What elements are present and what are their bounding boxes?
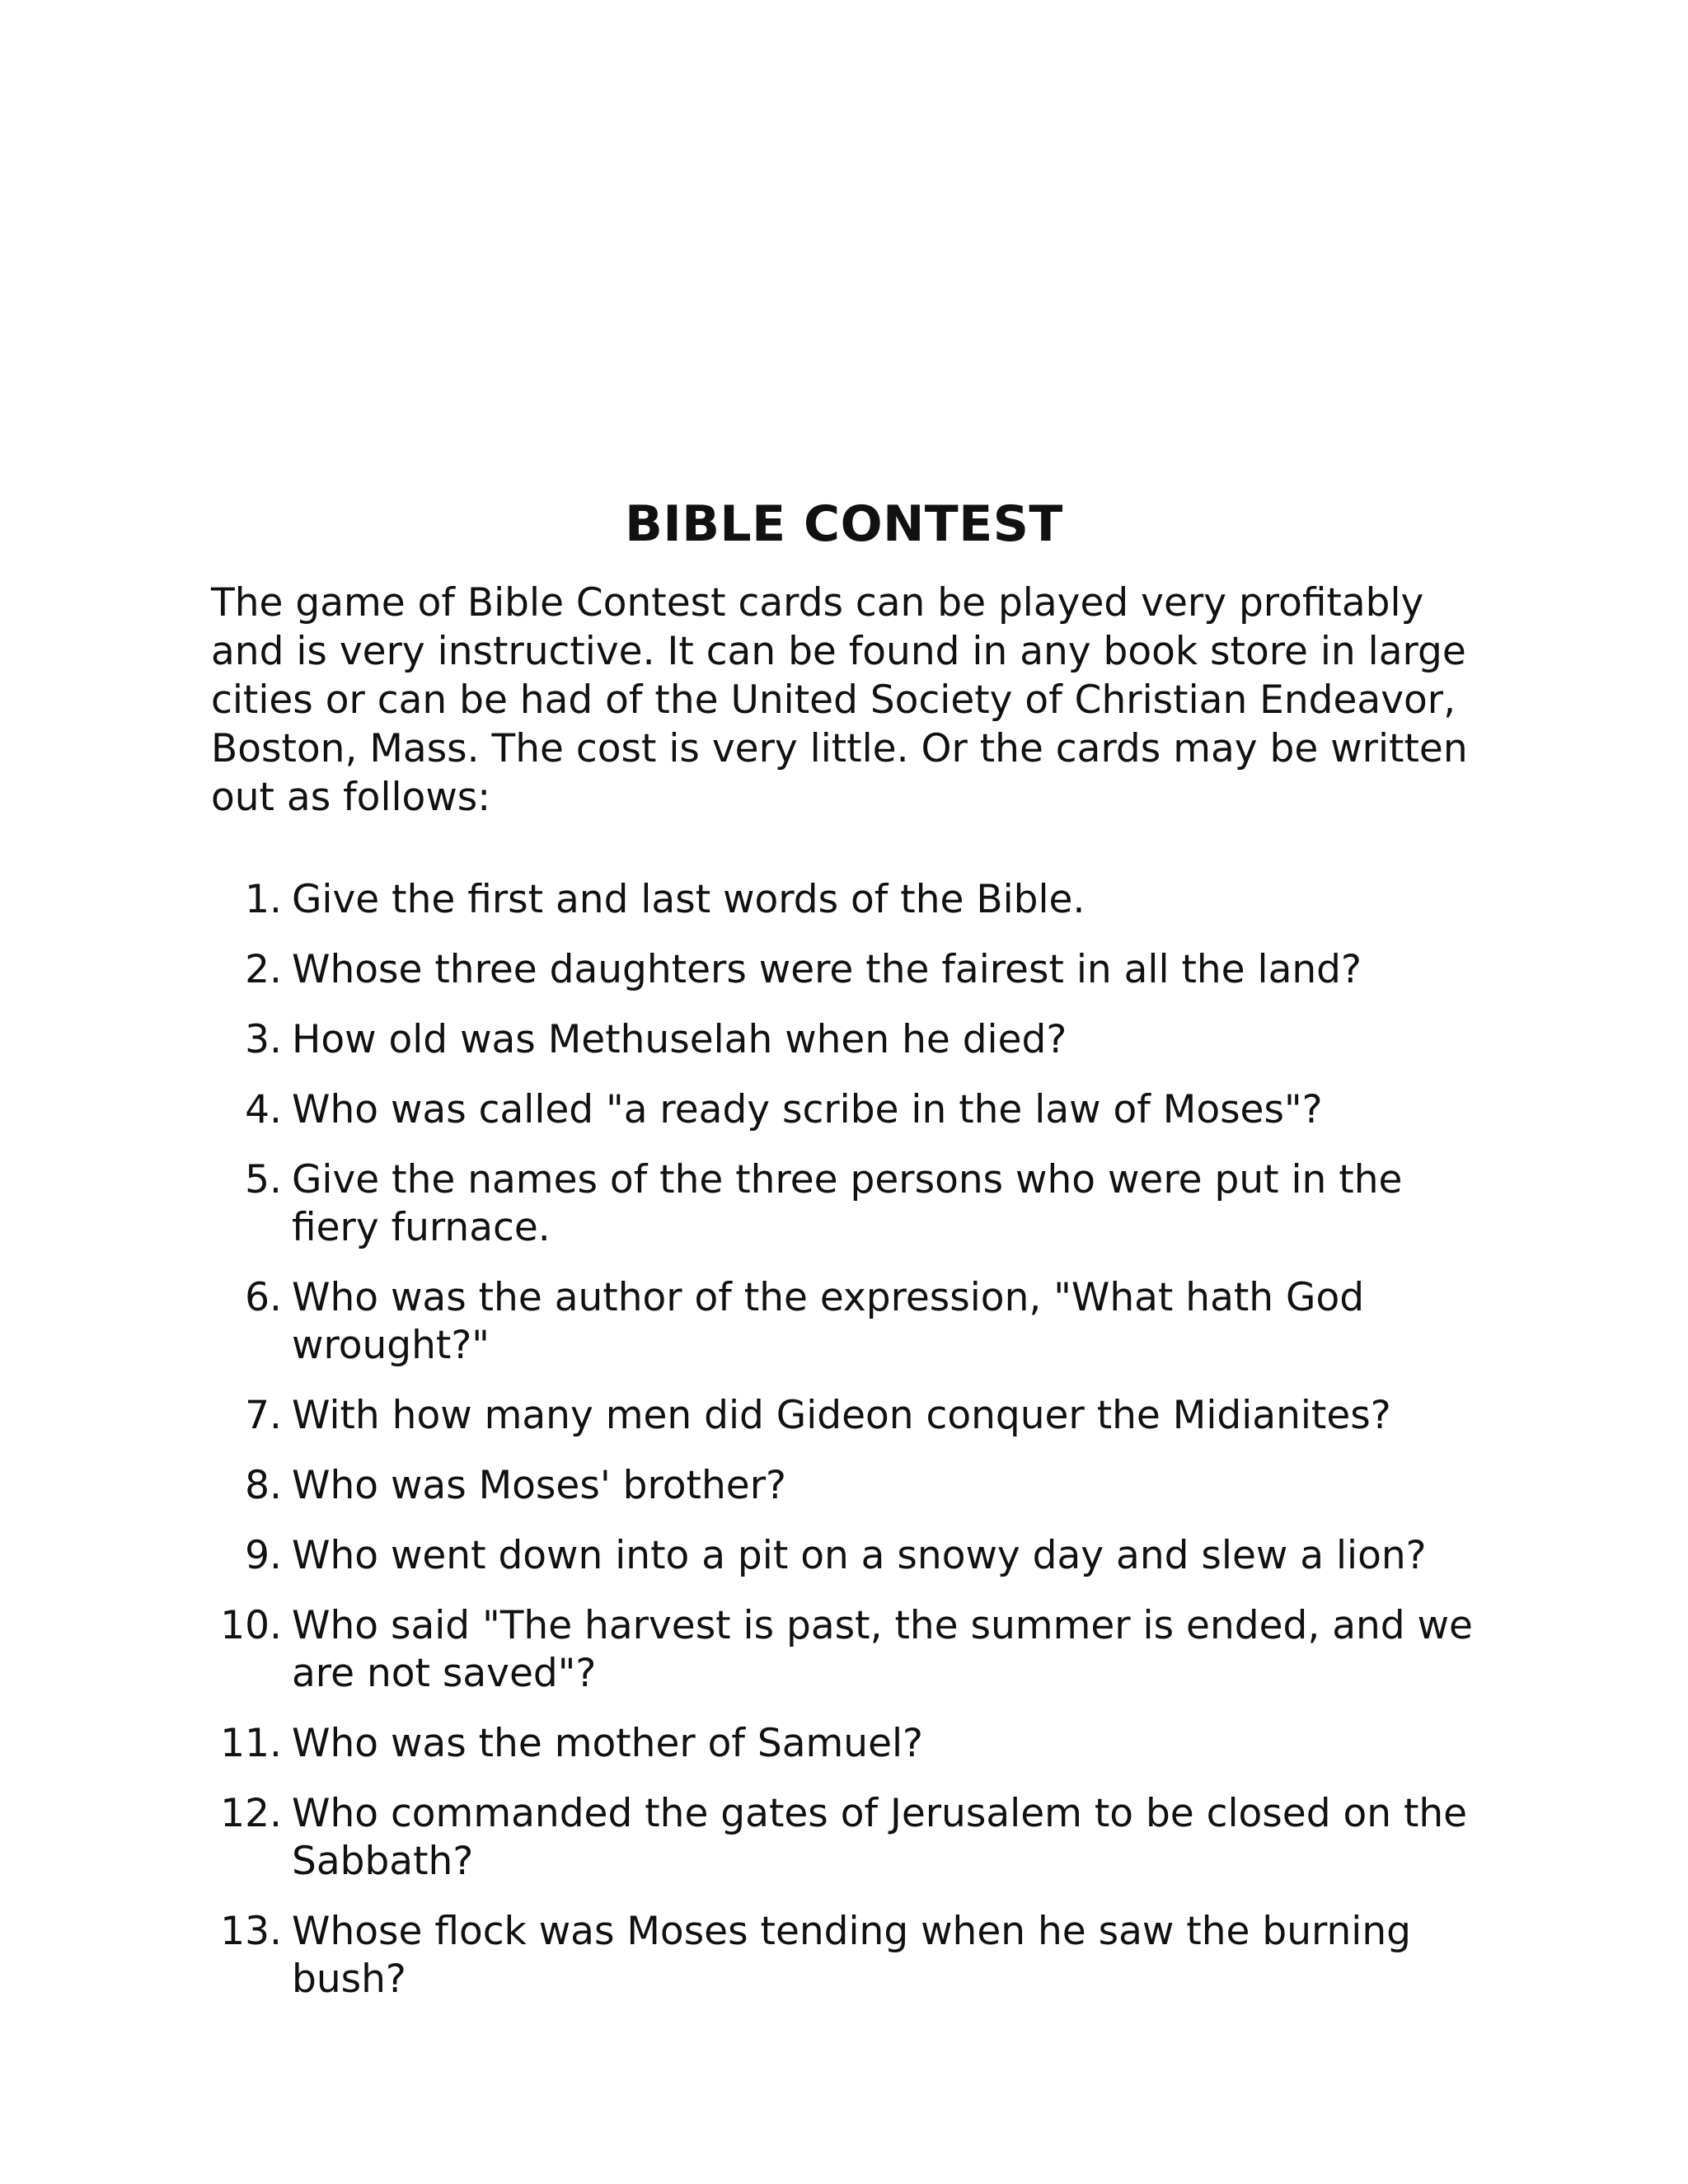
question-item (211, 876, 1497, 924)
question-text: With how many men did Gideon conquer the Midianites? (292, 1393, 1391, 1438)
question-number: 12. (220, 1791, 282, 1836)
question-number: 5. (245, 1157, 282, 1202)
question-text: Who went down into a pit on a snowy day and slew a lion? (292, 1533, 1427, 1578)
intro-paragraph: The game of Bible Contest cards can be played very profitably and is very instructive. It can be found in any book store in large cities or can be had of the United Society of Christian Endeavor, Boston, Mass. The cost is very little. Or the cards may be written out as follows: (211, 580, 1468, 820)
question-text: Who was the mother of Samuel? (292, 1721, 923, 1766)
question-number: 7. (245, 1393, 282, 1438)
question-number: 2. (245, 947, 282, 992)
question-item (211, 1462, 1497, 1510)
question-text: Whose three daughters were the fairest in all the land? (292, 947, 1362, 992)
question-item (211, 1016, 1497, 1064)
question-text: Whose flock was Moses tending when he saw the burning bush? (292, 1909, 1411, 2002)
question-number: 8. (245, 1463, 282, 1508)
question-list (211, 876, 1497, 2026)
question-item (211, 1602, 1497, 1698)
question-item (211, 1908, 1497, 2004)
question-number: 9. (245, 1533, 282, 1578)
question-item (211, 1720, 1497, 1768)
question-text: How old was Methuselah when he died? (292, 1017, 1067, 1062)
question-text: Who said "The harvest is past, the summer is ended, and we are not saved"? (292, 1603, 1473, 1696)
question-item (211, 1156, 1497, 1252)
question-number: 10. (220, 1603, 282, 1648)
question-text: Who was Moses' brother? (292, 1463, 786, 1508)
question-text: Who commanded the gates of Jerusalem to be closed on the Sabbath? (292, 1791, 1468, 1884)
question-text: Give the names of the three persons who were put in the fiery furnace. (292, 1157, 1403, 1250)
question-number: 4. (245, 1087, 282, 1132)
page-title: BIBLE CONTEST (625, 495, 1063, 554)
question-item (211, 1086, 1497, 1134)
question-number: 6. (245, 1275, 282, 1320)
question-number: 13. (220, 1909, 282, 1954)
question-item (211, 1274, 1497, 1370)
question-item (211, 1790, 1497, 1886)
question-text: Who was the author of the expression, "What hath God wrought?" (292, 1275, 1365, 1368)
question-item (211, 1392, 1497, 1440)
question-text: Who was called "a ready scribe in the law of Moses"? (292, 1087, 1323, 1132)
question-number: 3. (245, 1017, 282, 1062)
question-text: Give the first and last words of the Bible. (292, 877, 1085, 922)
question-item (211, 946, 1497, 994)
question-item (211, 1532, 1497, 1580)
question-number: 11. (220, 1721, 282, 1766)
question-number: 1. (245, 877, 282, 922)
